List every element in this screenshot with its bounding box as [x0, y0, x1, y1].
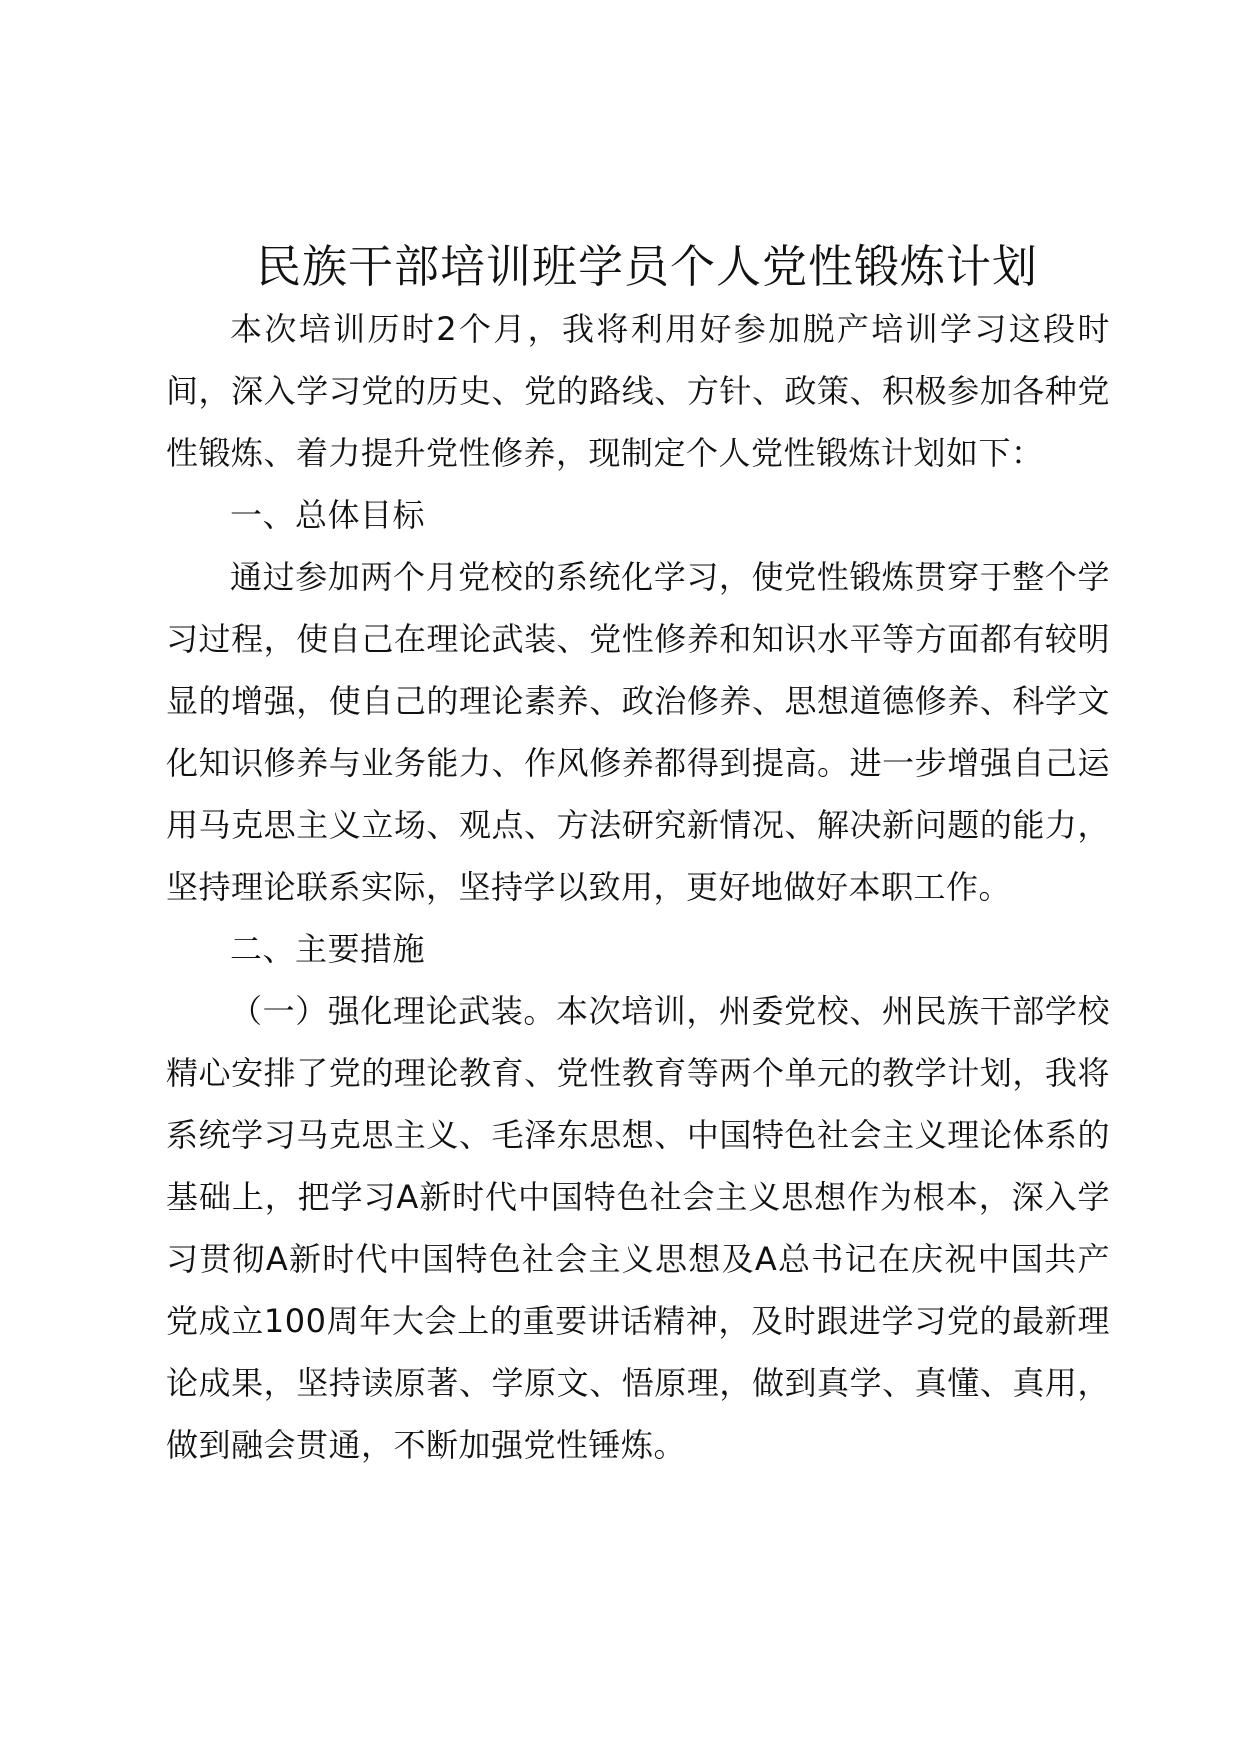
- section-2-item-1-paragraph: （一）强化理论武装。本次培训，州委党校、州民族干部学校精心安排了党的理论教育、党性教育等两个单元的教学计划，我将系统学习马克思主义、毛泽东思想、中国特色社会主义理论体系的基础上，把学习A新时代中国特色社会主义思想作为根本，深入学习贯彻A新时代中国特色社会主义思想及A总书记在庆祝中国共产党成立100周年大会上的重要讲话精神，及时跟进学习党的最新理论成果，坚持读原著、学原文、悟原理，做到真学、真懂、真用，做到融会贯通，不断加强党性锤炼。: [166, 992, 1110, 1464]
- document-title: 民族干部培训班学员个人党性锻炼计划: [255, 240, 1038, 293]
- document-content: [166, 236, 1110, 1476]
- section-1-heading: 一、总体目标: [230, 496, 426, 534]
- section-1-paragraph: 通过参加两个月党校的系统化学习，使党性锻炼贯穿于整个学习过程，使自己在理论武装、党性修养和知识水平等方面都有较明显的增强，使自己的理论素养、政治修养、思想道德修养、科学文化知识修养与业务能力、作风修养都得到提高。进一步增强自己运用马克思主义立场、观点、方法研究新情况、解决新问题的能力，坚持理论联系实际，坚持学以致用，更好地做好本职工作。: [166, 558, 1110, 906]
- intro-paragraph: 本次培训历时2个月，我将利用好参加脱产培训学习这段时间，深入学习党的历史、党的路线、方针、政策、积极参加各种党性锻炼、着力提升党性修养，现制定个人党性锻炼计划如下：: [166, 310, 1110, 472]
- section-2-heading: 二、主要措施: [230, 930, 426, 968]
